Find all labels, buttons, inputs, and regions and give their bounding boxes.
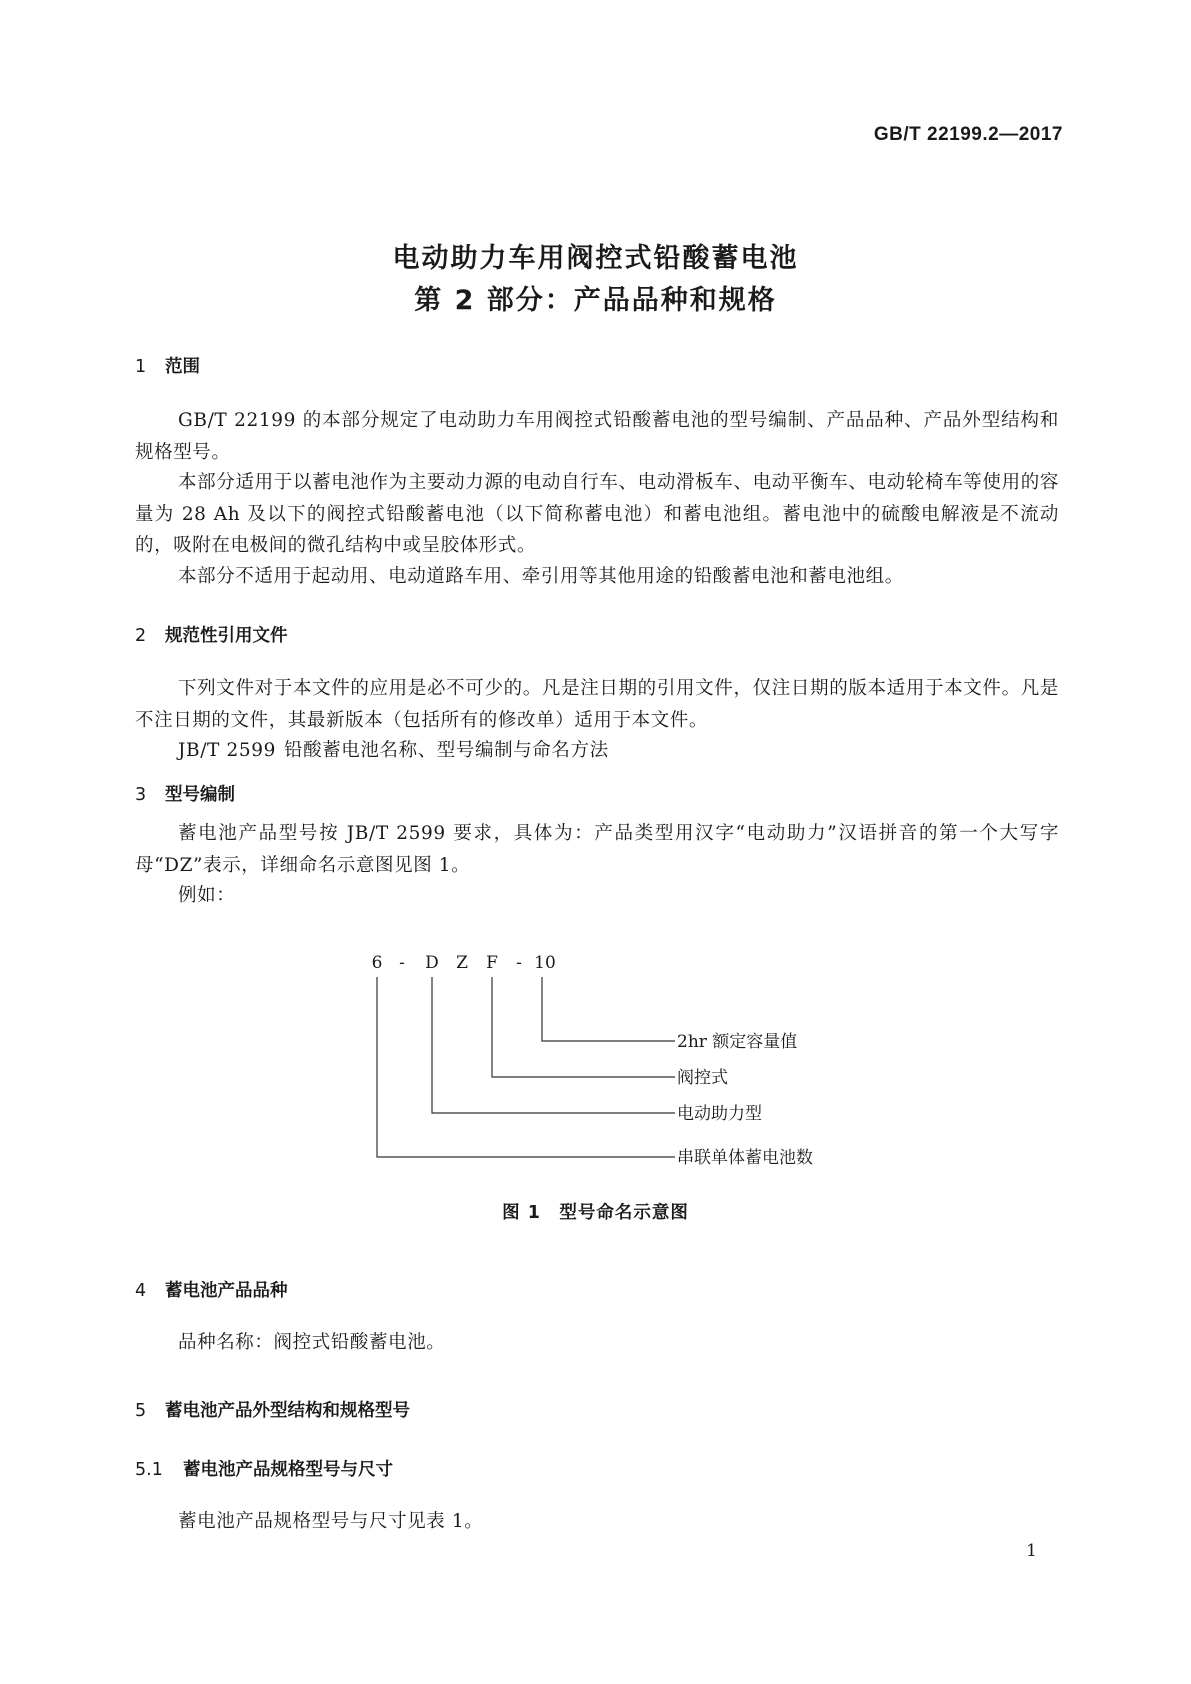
label-cell-count: 串联单体蓄电池数 [677, 1148, 813, 1168]
section-1-paragraph-2: 本部分适用于以蓄电池作为主要动力源的电动自行车、电动滑板车、电动平衡车、电动轮椅车等使用的容量为 28 Ah 及以下的阀控式铅酸蓄电池（以下简称蓄电池）和蓄电池组。蓄电池中的硫酸电解液是不流动的，吸附在电极间的微孔结构中或呈胶体形式。 [135, 472, 1059, 556]
section-5-1-paragraph-1: 蓄电池产品规格型号与尺寸见表 1。 [178, 1511, 484, 1532]
section-number: 1 [135, 357, 147, 377]
section-number: 5 [135, 1401, 147, 1421]
normative-reference [178, 735, 609, 767]
section-title: 规范性引用文件 [165, 626, 288, 646]
section-title: 蓄电池产品品种 [165, 1281, 288, 1301]
leader-cells [377, 977, 675, 1157]
reference-code: JB/T 2599 [178, 740, 276, 761]
section-2-heading [135, 622, 288, 647]
document-title-line1: 电动助力车用阀控式铅酸蓄电池 [392, 243, 799, 274]
label-electric-assist: 电动助力型 [677, 1104, 762, 1124]
section-1-paragraph-3: 本部分不适用于起动用、电动道路车用、牵引用等其他用途的铅酸蓄电池和蓄电池组。 [178, 566, 904, 587]
section-title: 蓄电池产品规格型号与尺寸 [183, 1460, 393, 1480]
section-title: 范围 [165, 357, 200, 377]
code-letter-d: D [425, 953, 439, 973]
code-letter-z: Z [456, 953, 468, 973]
section-title: 蓄电池产品外型结构和规格型号 [165, 1401, 410, 1421]
standard-number: GB/T 22199.2—2017 [873, 124, 1063, 145]
section-number: 5.1 [135, 1460, 163, 1480]
document-title-line2: 第 2 部分：产品品种和规格 [414, 285, 777, 316]
code-separator: - [516, 953, 522, 973]
section-5-1-heading [135, 1456, 393, 1481]
label-capacity: 2hr 额定容量值 [677, 1032, 798, 1052]
leader-lines [377, 977, 675, 1157]
section-5-heading [135, 1397, 410, 1422]
section-3-heading [135, 781, 235, 806]
section-number: 3 [135, 785, 147, 805]
reference-title: 铅酸蓄电池名称、型号编制与命名方法 [284, 740, 609, 761]
section-4-paragraph-1: 品种名称：阀控式铅酸蓄电池。 [178, 1332, 446, 1353]
section-1-heading [135, 353, 200, 378]
leader-valve [492, 977, 675, 1077]
section-number: 4 [135, 1281, 147, 1301]
section-number: 2 [135, 626, 147, 646]
section-3-paragraph-1: 蓄电池产品型号按 JB/T 2599 要求，具体为：产品类型用汉字“电动助力”汉语拼音的第一个大写字母“DZ”表示，详细命名示意图见图 1。 [135, 823, 1059, 876]
code-letter-f: F [486, 953, 498, 973]
label-valve-regulated: 阀控式 [677, 1068, 728, 1088]
leader-capacity [542, 977, 675, 1041]
code-cell-count: 6 [371, 953, 383, 973]
code-capacity: 10 [534, 953, 556, 973]
section-2-paragraph-1: 下列文件对于本文件的应用是必不可少的。凡是注日期的引用文件，仅注日期的版本适用于本文件。凡是不注日期的文件，其最新版本（包括所有的修改单）适用于本文件。 [135, 678, 1059, 731]
example-label: 例如： [178, 885, 236, 906]
page-number: 1 [1026, 1541, 1037, 1561]
figure-caption: 图 1 型号命名示意图 [502, 1203, 689, 1223]
code-separator: - [399, 953, 405, 973]
leader-electric [432, 977, 675, 1113]
model-code [372, 953, 556, 973]
section-4-heading [135, 1277, 288, 1302]
section-1-paragraph-1: GB/T 22199 的本部分规定了电动助力车用阀控式铅酸蓄电池的型号编制、产品品种、产品外型结构和规格型号。 [135, 410, 1059, 463]
section-title: 型号编制 [165, 785, 235, 805]
